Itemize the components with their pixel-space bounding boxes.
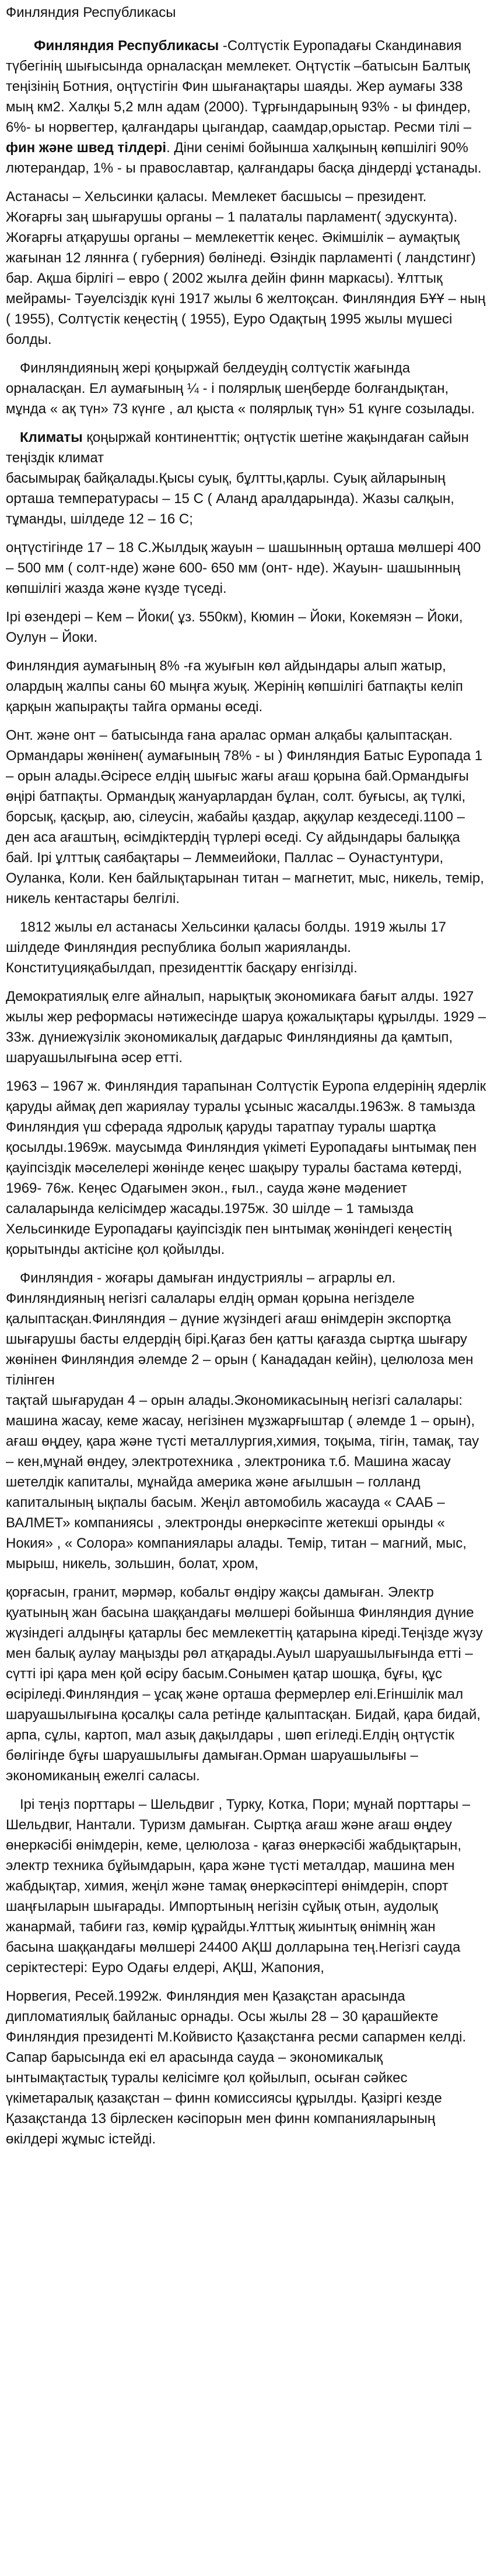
paragraph-ports-trade: Ірі теңіз порттары – Шельдвиг , Турку, Котка, Пори; мұнай порттары – Шельдвиг, Нантали. Туризм дамыған. Сыртқа ағаш және ағаш өңдеу өнеркәсібі өнімдерін, кеме, целюлоза - қағаз өнеркәсібі жабдықтарын, электр техника бұйымдарын, қара және түсті металдар, машина мен жабдықтар, химия, жеңіл және тамақ өнеркәсіптері өнімдерін, спорт шаңғыларын шығарады. Импортының негізін сұйық отын, аудолық жанармай, табиғи газ, көмір құрайды.Ұлттық жиынтық өнімнің жан басына шаққандағы мөлшері 24400 АҚШ долларына тең.Негізгі сауда серіктестері: Еуро Одағы елдері, АҚШ, Жапония, — [6, 1797, 471, 1976]
paragraph-location: Финляндияның жері қоңыржай белдеудің солтүстік жағында орналасқан. Ел аумағының ¼ - і полярлық шеңберде болғандықтан, мұнда « ақ түн» 73 күнге , ал қыста « полярлық түн» 51 күнге созылады. — [6, 360, 475, 417]
paragraph-intro — [6, 36, 486, 178]
paragraph-lakes: Финляндия аумағының 8% -ға жуығын көл айдындары алып жатыр, олардың жалпы саны 60 мыңға жуық. Жерінің көпшілігі батпақты келіп қарқын жапырақты тайга орманы өседі. — [6, 658, 463, 715]
paragraph-economy-sectors: тақтай шығарудан 4 – орын алады.Экономикасының негізгі салалары: машина жасау, кеме жасау, негізінен мұзжарғыштар ( әлемде 1 – орын), ағаш өңдеу, қара және түсті металлургия,химия, тоқыма, тігін, тамақ, тау – кен,мұнай өндеу, электротехника , электроника т.б. Машина жасау шетелдік капиталы, мұнайда америка және ағылшын – голланд капиталының ықпалы басым. Жеңіл автомобиль жасауда « СААБ – ВАЛМЕТ» компаниясы , электронды өнеркәсіпте жетекші орынды « Нокия» , « Солора» компаниялары алады. Темір, титан – магний, мыс, мырыш, никель, зольшин, болат, хром, — [6, 1393, 479, 1572]
page-title: Финляндия Республикасы — [6, 5, 176, 20]
paragraph-winter: басымырақ байқалады.Қысы суық, бұлтты,қарлы. Суық айларының орташа температурасы – 15 С ( Аланд аралдарында). Жазы салқын, тұманды, шілдеде 12 – 16 С; — [6, 470, 454, 527]
paragraph-precipitation: оңтүстігінде 17 – 18 С.Жылдық жауын – шашынның орташа мөлшері 400 – 500 мм ( солт-нде) және 600- 650 мм (онт- нде). Жауын- шашынның көпшілігі жазда және күзде түседі. — [6, 540, 481, 596]
paragraph-climate — [6, 427, 486, 468]
paragraph-agriculture: қорғасын, гранит, мәрмәр, кобальт өндіру жақсы дамыған. Электр қуатының жан басына шаққандағы мөлшері бойынша Финляндия дүние жүзіндегі алдыңғы қатарлы бес мемлекеттің қатарына кіреді.Теңізде жүзу мен балық аулау маңызды рөл атқарады.Ауыл шаруашылығында етті – сүтті ірі қара мен қой өсіру басым.Сонымен қатар шошқа, бұғы, құс өсіріледі.Финляндия – ұсақ және орташа фермерлер елі.Егіншілік мал шаруашылығына қосалқы сала ретінде қалыптасқан. Бидай, қара бидай, арпа, сұлы, картоп, мал азық дақылдары , шөп егіледі.Елдің оңтүстік бөлігінде бұғы шаруашылығы дамыған.Орман шаруашылығы – экономиканың ежелгі саласы. — [6, 1584, 483, 1784]
paragraph-text: -Солтүстік Еуропадағы Скандинавия түбегінің шығысында орналасқан мемлекет. Оңтүстік –батысын Балтық теңізінің Ботния, оңтүстігін Фин шығанақтары шаяды. Жер аумағы 338 мың км2. Халқы 5,2 млн адам (2000). Тұрғындарының 93% - ы финдер, 6%- ы норвегтер, қалғандары цыгандар, саамдар,орыстар. Ресми тілі – — [6, 38, 472, 135]
paragraph-foreign-policy: 1963 – 1967 ж. Финляндия тарапынан Солтүстік Еуропа елдерінің ядерлік қаруды аймақ деп жариялау туралы ұсыныс жасалды.1963ж. 8 тамызда Финляндия үш сферада ядролық қаруды таратпау туралы шартқа қосылды.1969ж. маусымда Финляндия үкіметі Еуропадағы ынтымақ пен қауіпсіздік мәселелері жөнінде кеңес шақыру туралы бастама көтерді, 1969- 76ж. Кеңес Одағымен экон., ғыл., сауда және мәдениет салаларында келісімдер жасады.1975ж. 30 шілде – 1 тамызда Хельсинкиде Еуропадағы қауіпсіздік пен ынтымақ жөніндегі кеңестің қорытынды актісіне қол қойылды. — [6, 1078, 486, 1257]
country-name-bold: Финляндия Республикасы — [34, 38, 219, 54]
languages-bold: фин және швед тілдері — [6, 140, 167, 156]
paragraph-history-1812: 1812 жылы ел астанасы Хельсинки қаласы болды. 1919 жылы 17 шілдеде Финляндия республика болып жарияланды. Конституцияқабылдап, президенттік басқару енгізілді. — [6, 919, 447, 976]
paragraph-rivers: Ірі өзендері – Кем – Йоки( ұз. 550км), Кюмин – Йоки, Кокемяэн – Йоки, Оулун – Йоки. — [6, 609, 463, 645]
paragraph-text: қоңыржай континенттік; оңтүстік шетіне жақындаған сайын теңіздік климат — [6, 430, 469, 466]
paragraph-industry: Финляндия - жоғары дамыған индустриялы – аграрлы ел. Финляндияның негізгі салалары елдің орман қорына негізделе қалыптасқан.Финляндия – дүние жүзіндегі ағаш өнімдерін экспортқа шығарушы басты елдердің бірі.Қағаз бен қатты қағазда сыртқа шығару жөнінен Финляндия әлемде 2 – орын ( Канададан кейін), целюлоза мен тілінген — [6, 1270, 474, 1388]
paragraph-capital: Астанасы – Хельсинки қаласы. Мемлекет басшысы – президент. Жоғарғы заң шығарушы органы – 1 палаталы парламент( эдускунта). Жоғарғы атқарушы органы – мемлекеттік кеңес. Әкімшілік – аумақтық жағынан 12 ляннға ( губерния) бөлінеді. Өзіндік парламенті ( ландстинг) бар. Ақша бірлігі – евро ( 2002 жылға дейін финн маркасы). Ұлттық мейрамы- Тәуелсіздік күні 1917 жылы 6 желтоқсан. Финляндия БҰҰ – ның ( 1955), Солтүстік кеңестің ( 1955), Еуро Одақтың 1995 жылы мүшесі болды. — [6, 189, 486, 347]
paragraph-text: . Діни сенімі бойынша халқының көпшілігі 90% лютерандар, 1% - ы православтар, қалғандары басқа діндерді ұстанады. — [6, 140, 482, 176]
paragraph-kazakhstan-relations: Норвегия, Ресей.1992ж. Финляндия мен Қазақстан арасында дипломатиялық байланыс орнады. Осы жылы 28 – 30 қарашйекте Финляндия президенті М.Койвисто Қазақстанға ресми сапармен келді. Сапар барысында екі ел арасында сауда – экономикалық ынтымақтастық туралы келісімге қол қойылып, осыған сәйкес үкіметаралық қазақстан – финн комиссиясы құрылды. Қазіргі кезде Қазақстанда 13 бірлескен кәсіпорын мен финн компанияларының өкілдері жұмыс істейді. — [6, 1988, 467, 2147]
paragraph-democracy: Демократиялық елге айналып, нарықтық экономикаға бағыт алды. 1927 жылы жер реформасы нәтижесінде шаруа қожалықтары құрылды. 1929 – 33ж. дүниежүзілік экономикалық дағдарыс Финляндияны да қамтып, шаруашылығына әсер етті. — [6, 989, 486, 1066]
paragraph-forests: Онт. және онт – батысында ғана аралас орман алқабы қалыптасқан. Ормандары жөнінен( аумағының 78% - ы ) Финляндия Батыс Еуропада 1 – орын алады.Әсіресе елдің шығыс жағы ағаш қорына бай.Ормандығы өңірі батпақты. Ормандық жануарлардан бұлан, солт. буғысы, ақ түлкі, борсық, қасқыр, аю, сілеусін, жабайы қаздар, аққулар кездеседі.1100 – ден аса ағаштың, өсімдіктердің түрлері өседі. Су айдындары балыққа бай. Ірі ұлттық саябақтары – Леммеийоки, Паллас – Оунастунтури, Оуланка, Коли. Кен байлықтарынан титан – магнетит, мыс, никель, темір, никель кентастары белгілі. — [6, 728, 484, 906]
climate-heading-bold: Климаты — [20, 430, 83, 445]
